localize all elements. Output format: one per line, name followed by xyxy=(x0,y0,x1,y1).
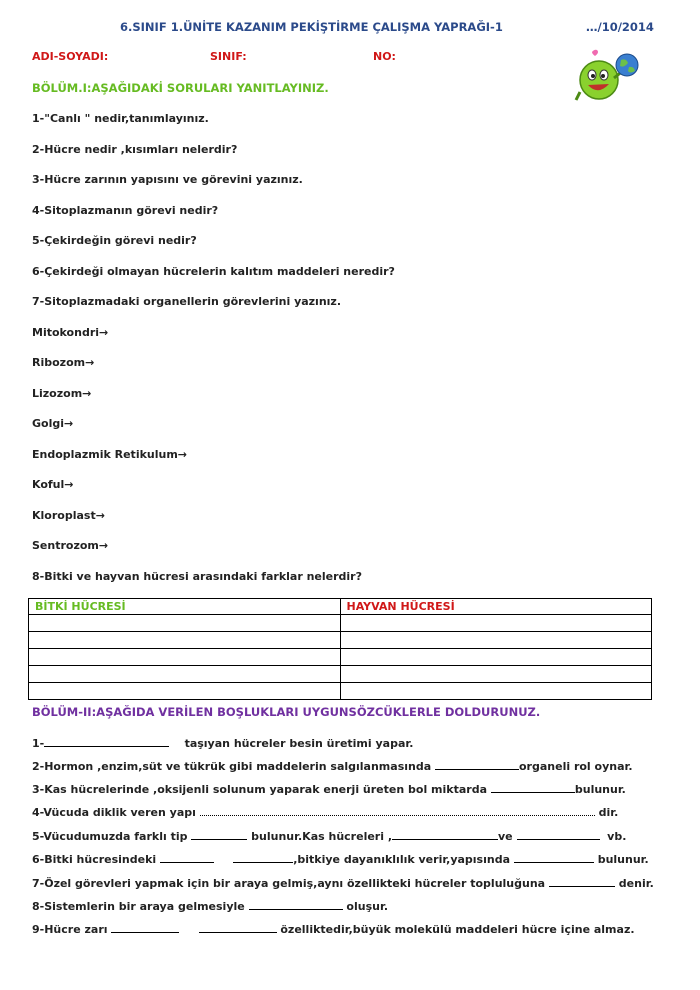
blank-line[interactable] xyxy=(111,922,179,933)
arrow-icon: → xyxy=(98,539,109,552)
blank-line[interactable] xyxy=(160,852,214,863)
animal-cell-header: HAYVAN HÜCRESİ xyxy=(340,599,652,615)
organelle-item xyxy=(32,539,108,552)
organelle-label: Kloroplast xyxy=(32,509,96,522)
section1-title: BÖLÜM.I:AŞAĞIDAKİ SORULARI YANITLAYINIZ. xyxy=(32,81,329,95)
blank-line[interactable] xyxy=(191,829,247,840)
class-label: SINIF: xyxy=(210,50,247,63)
table-cell[interactable] xyxy=(340,632,652,649)
arrow-icon: → xyxy=(82,387,92,400)
worksheet-date: …/10/2014 xyxy=(586,20,654,34)
table-cell[interactable] xyxy=(340,649,652,666)
question-1: 1-"Canlı " nedir,tanımlayınız. xyxy=(32,112,209,125)
table-cell[interactable] xyxy=(340,683,652,700)
organelle-label: Mitokondri xyxy=(32,326,100,339)
fill-item-4: 4-Vücuda diklik veren yapı dir. xyxy=(32,806,619,819)
comparison-table xyxy=(28,598,652,700)
no-label: NO: xyxy=(373,50,396,63)
fill-item-9: 9-Hücre zarı özelliktedir,büyük molekülü maddeleri hücre içine almaz. xyxy=(32,923,635,936)
worksheet-title: 6.SINIF 1.ÜNİTE KAZANIM PEKİŞTİRME ÇALIŞMA YAPRAĞI-1 xyxy=(120,20,503,34)
arrow-icon: → xyxy=(177,448,188,461)
organelle-item xyxy=(32,326,108,339)
fill-item-1: 1- taşıyan hücreler besin üretimi yapar. xyxy=(32,737,414,750)
arrow-icon: → xyxy=(64,478,74,491)
organelle-label: Endoplazmik Retikulum xyxy=(32,448,178,461)
fill-item-2: 2-Hormon ,enzim,süt ve tükrük gibi maddelerin salgılanmasında organeli rol oynar. xyxy=(32,760,633,773)
smiley-globe-icon xyxy=(572,48,642,104)
fill-item-3: 3-Kas hücrelerinde ,oksijenli solunum yaparak enerji üreten bol miktarda bulunur. xyxy=(32,783,626,796)
blank-line[interactable] xyxy=(249,899,343,910)
plant-cell-header: BİTKİ HÜCRESİ xyxy=(29,599,341,615)
organelle-label: Sentrozom xyxy=(32,539,99,552)
question-5: 5-Çekirdeğin görevi nedir? xyxy=(32,234,197,247)
table-header-row xyxy=(29,599,652,615)
fill-item-6: 6-Bitki hücresindeki ,bitkiye dayanıklılık verir,yapısında bulunur. xyxy=(32,853,649,866)
table-cell[interactable] xyxy=(29,632,341,649)
blank-line[interactable] xyxy=(514,852,594,863)
organelle-label: Ribozom xyxy=(32,356,86,369)
arrow-icon: → xyxy=(99,326,109,339)
table-cell[interactable] xyxy=(29,666,341,683)
table-row xyxy=(29,615,652,632)
question-2: 2-Hücre nedir ,kısımları nelerdir? xyxy=(32,143,238,156)
table-cell[interactable] xyxy=(340,666,652,683)
blank-line[interactable] xyxy=(517,829,600,840)
organelle-item xyxy=(32,509,105,522)
blank-line[interactable] xyxy=(549,876,615,887)
fill-item-7: 7-Özel görevleri yapmak için bir araya gelmiş,aynı özellikteki hücreler topluluğuna denir. xyxy=(32,877,654,890)
table-row xyxy=(29,632,652,649)
blank-line[interactable] xyxy=(199,922,277,933)
organelle-item xyxy=(32,478,74,491)
name-label: ADI-SOYADI: xyxy=(32,50,109,63)
arrow-icon: → xyxy=(85,356,95,369)
blank-line[interactable] xyxy=(491,782,575,793)
table-cell[interactable] xyxy=(29,649,341,666)
blank-line[interactable] xyxy=(200,805,595,816)
blank-line[interactable] xyxy=(233,852,293,863)
table-cell[interactable] xyxy=(29,615,341,632)
table-row xyxy=(29,666,652,683)
blank-line[interactable] xyxy=(392,829,498,840)
table-row xyxy=(29,649,652,666)
organelle-label: Golgi xyxy=(32,417,65,430)
organelle-label: Lizozom xyxy=(32,387,83,400)
fill-item-8: 8-Sistemlerin bir araya gelmesiyle oluşur. xyxy=(32,900,388,913)
question-3: 3-Hücre zarının yapısını ve görevini yazınız. xyxy=(32,173,303,186)
table-cell[interactable] xyxy=(29,683,341,700)
blank-line[interactable] xyxy=(435,759,519,770)
fill-item-5: 5-Vücudumuzda farklı tip bulunur.Kas hücreleri , ve vb. xyxy=(32,830,627,843)
organelle-item xyxy=(32,387,91,400)
section2-title: BÖLÜM-II:AŞAĞIDA VERİLEN BOŞLUKLARI UYGUNSÖZCÜKLERLE DOLDURUNUZ. xyxy=(32,705,541,719)
arrow-icon: → xyxy=(64,417,74,430)
question-4: 4-Sitoplazmanın görevi nedir? xyxy=(32,204,219,217)
organelle-item xyxy=(32,356,94,369)
question-7: 7-Sitoplazmadaki organellerin görevlerini yazınız. xyxy=(32,295,342,308)
organelle-label: Koful xyxy=(32,478,65,491)
table-cell[interactable] xyxy=(340,615,652,632)
organelle-item xyxy=(32,417,73,430)
blank-line[interactable] xyxy=(44,736,169,747)
question-8: 8-Bitki ve hayvan hücresi arasındaki farklar nelerdir? xyxy=(32,570,362,583)
question-6: 6-Çekirdeği olmayan hücrelerin kalıtım maddeleri neredir? xyxy=(32,265,395,278)
arrow-icon: → xyxy=(95,509,105,522)
table-row xyxy=(29,683,652,700)
organelle-item xyxy=(32,448,187,461)
